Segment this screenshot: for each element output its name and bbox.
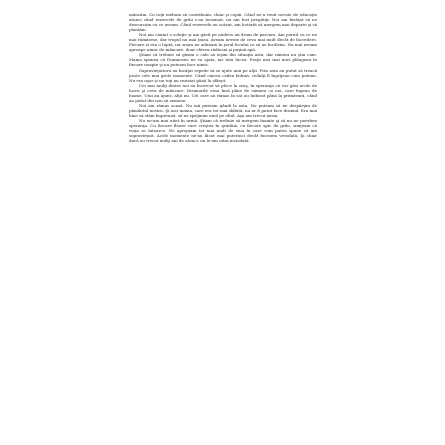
paragraph: Nu ne-am mai uitat în urmă. Ştiam că trebuie să mergem înainte şi să nu ne pierdem speranţa. Cu fiecare floare care creştea în grădină, cu fiecare spic de grâu, simţeam că viaţa se întoarce. Ne apropiam tot mai mult de ziua în care vom putea spune că am supravieţuit. Acele momente ne-au făcut mai puternici decât fusesem vreodată. Şi chiar dacă au trecut mulţi ani de atunci, nu le-am uitat niciodată. [129, 117, 317, 144]
paragraph: Cei mai mulţi dintre noi au încercat să plece la oraş, în speranţa că vor găsi acolo de lucru şi ceva de mâncare. Drumurile erau însă pline de oameni ca noi, care fugeau de foame. Unii au ajuns, alţii nu. Cei care au rămas în sat au îndurat până la primăvară, când au putut din nou să semene. [129, 82, 317, 103]
paragraph: Ştiam că trebuie să găsim o cale să ieşim din situaţia asta, dar nimeni nu ştia cum. Mama spunea că Dumnezeu ne va ajuta, iar tata tăcea. Fraţii mei mai mici plângeau în fiecare noapte şi nu puteam face nimic. [129, 52, 317, 68]
paragraph: Supravieţuitorii au învăţat repede să se ajute unii pe alţii. Prin asta au putut să treacă peste cele mai grele momente. Când cineva cădea bolnav, ceilalţi îl îngrijeau cum puteau. Nu era uşor şi nu toţi au rezistat până la sfârşit. [129, 67, 317, 83]
book-page [129, 12, 317, 437]
paragraph: mâncâm. Cu toţii mebuia să contribuim, chiar şi copiii. Când ne-a venit nevoie de educaţie atunci când rezervele de grâu s-au terminat, nu am fost pregătiţi. Noi am învăţat să ne descurcăm cu ce aveam. Când rezervele au scăzut, am hotărât să mergem mai departe şi să plantăm. [129, 12, 317, 33]
paragraph: Noi am căutat o soluţie şi am găsit pe undeva un drum de parcurs. Am pornit cu ce ne mai rămăsese, dar trupul nu mai ţinea. Aveam nevoie de ceva mai mult decât de încredere. Fiecare zi era o luptă, iar seara ne adunam în jurul focului ca să ne încălzim. Nu mai aveam aproape nimic de mâncare, doar câteva rădăcini şi puţină apă. [129, 32, 317, 53]
paragraph: Noi am rămas acasă. Nu mă puteam gândi la asta. Nu puteam să ne despărţim de pământul nostru. Şi nici mama, care era tot mai slăbită, nu ar fi putut face drumul. Era mai bine să stăm împreună, să ne sprijinim unul pe altul. Aşa am trecut iarna. [129, 102, 317, 118]
